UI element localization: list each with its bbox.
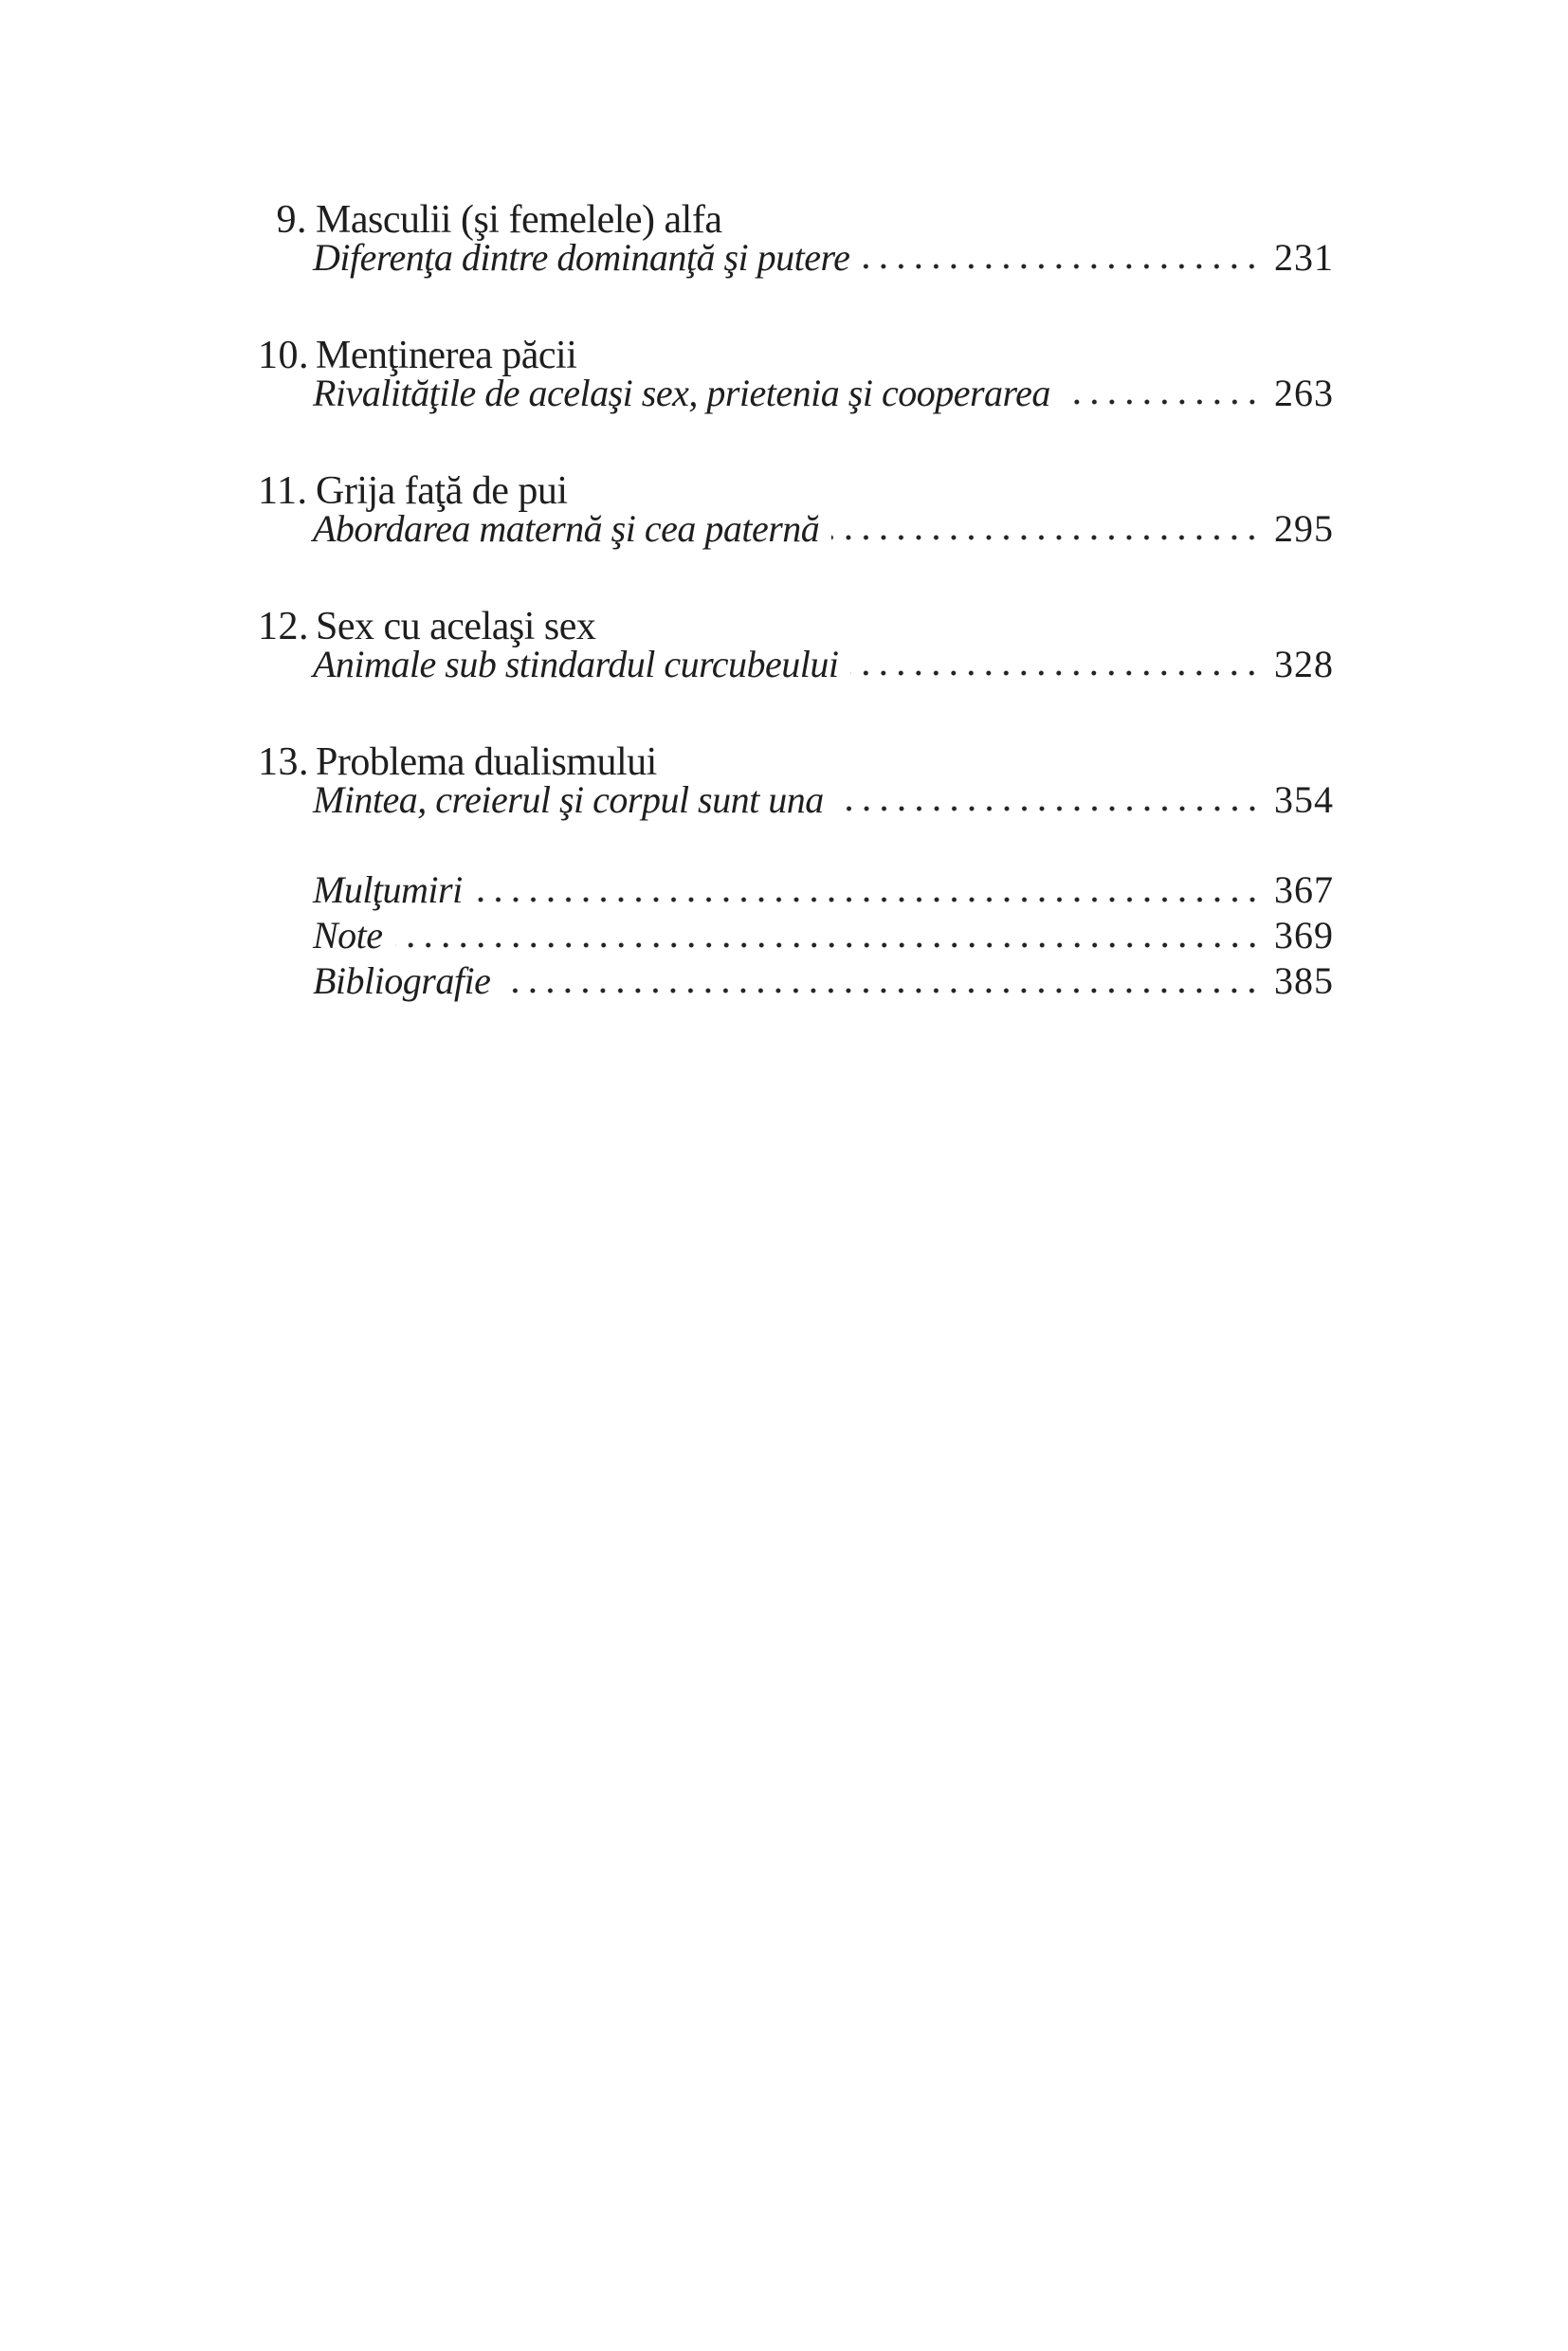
dot-leader bbox=[831, 510, 1261, 548]
page-number: 385 bbox=[1274, 959, 1334, 1002]
back-matter-title: Bibliografie bbox=[313, 959, 491, 1002]
back-matter bbox=[258, 867, 1334, 1004]
chapter-subtitle: Abordarea maternă şi cea paternă bbox=[313, 507, 820, 550]
chapter-number: 9. bbox=[276, 198, 307, 242]
chapter-title-row bbox=[258, 198, 1334, 242]
chapter-title-row bbox=[258, 740, 1334, 784]
chapter-number: 13. bbox=[258, 740, 309, 784]
chapter-number: 10. bbox=[258, 334, 309, 377]
dot-leader bbox=[836, 781, 1261, 819]
toc-entry-9 bbox=[258, 198, 1334, 279]
chapter-subtitle-row bbox=[258, 236, 1334, 279]
chapter-title-row bbox=[258, 605, 1334, 648]
chapter-subtitle: Rivalităţile de acelaşi sex, prietenia şi cooperarea bbox=[313, 372, 1050, 414]
chapter-subtitle-row bbox=[258, 643, 1334, 685]
chapter-subtitle: Diferenţa dintre dominanţă şi putere bbox=[313, 236, 850, 279]
chapter-subtitle-row bbox=[258, 778, 1334, 821]
chapter-title-row bbox=[258, 334, 1334, 377]
toc-entry-11 bbox=[258, 469, 1334, 550]
chapter-subtitle-row bbox=[258, 374, 1334, 412]
back-matter-title: Mulţumiri bbox=[313, 868, 463, 911]
page-number: 328 bbox=[1274, 643, 1334, 685]
toc-entry-10 bbox=[258, 334, 1334, 414]
table-of-contents bbox=[258, 198, 1334, 1004]
chapter-title: Menţinerea păcii bbox=[316, 334, 577, 377]
back-matter-row-note bbox=[313, 913, 1334, 958]
toc-entry-13 bbox=[258, 740, 1334, 821]
chapter-number: 11. bbox=[258, 469, 308, 513]
toc-entry-12 bbox=[258, 605, 1334, 685]
dot-leader bbox=[850, 646, 1261, 683]
back-matter-row-bibliografie bbox=[313, 958, 1334, 1004]
chapter-number: 12. bbox=[258, 605, 309, 648]
back-matter-row-multumiri bbox=[313, 867, 1334, 913]
chapter-subtitle: Animale sub stindardul curcubeului bbox=[313, 643, 839, 685]
page-number: 367 bbox=[1274, 868, 1334, 911]
dot-leader bbox=[862, 239, 1261, 277]
dot-leader bbox=[502, 958, 1261, 1004]
page-number: 369 bbox=[1274, 914, 1334, 957]
chapter-subtitle-row bbox=[258, 507, 1334, 550]
back-matter-title: Note bbox=[313, 914, 383, 957]
chapter-title: Grija faţă de pui bbox=[316, 469, 568, 513]
chapter-title: Masculii (şi femelele) alfa bbox=[316, 198, 722, 242]
page-number: 263 bbox=[1274, 372, 1334, 414]
page-number: 295 bbox=[1274, 507, 1334, 550]
chapter-title: Problema dualismului bbox=[316, 740, 657, 784]
page-number: 231 bbox=[1274, 236, 1334, 279]
chapter-title-row bbox=[258, 469, 1334, 513]
page-number: 354 bbox=[1274, 778, 1334, 821]
dot-leader bbox=[395, 913, 1261, 958]
chapter-title: Sex cu acelaşi sex bbox=[316, 605, 596, 648]
dot-leader bbox=[475, 867, 1261, 913]
dot-leader bbox=[1063, 374, 1261, 412]
chapter-subtitle: Mintea, creierul şi corpul sunt una bbox=[313, 778, 824, 821]
